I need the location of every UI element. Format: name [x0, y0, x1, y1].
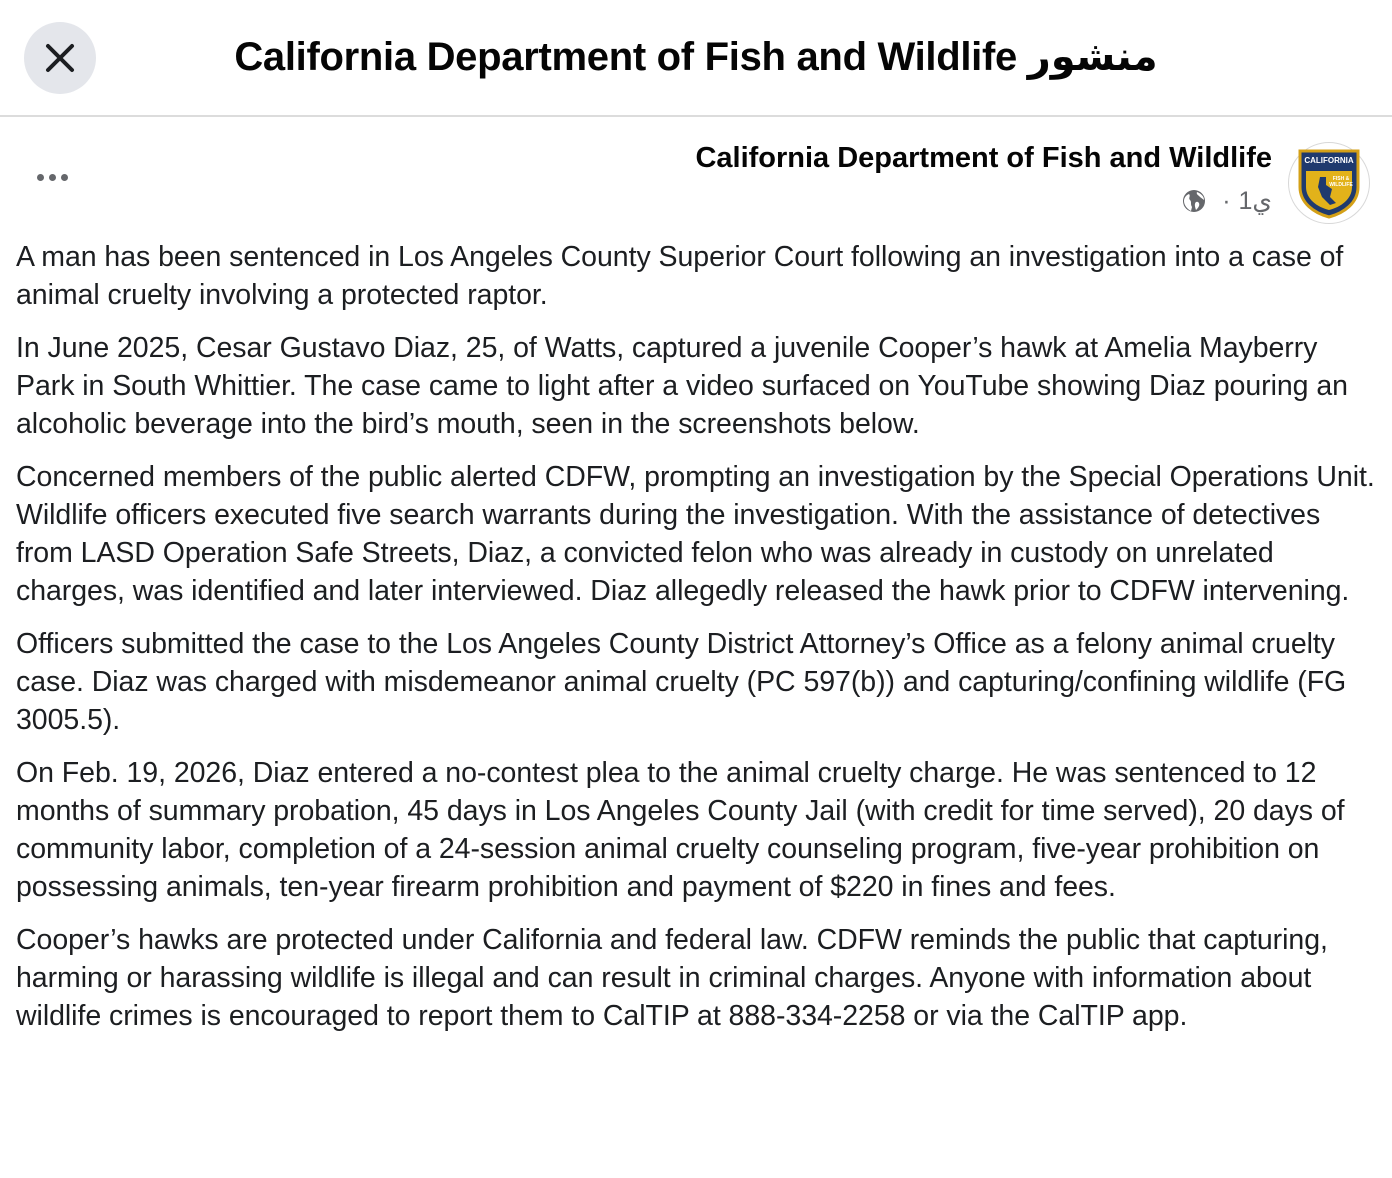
post-meta: [1182, 186, 1272, 216]
avatar[interactable]: [1288, 142, 1370, 224]
post-paragraph: Cooper’s hawks are protected under California and federal law. CDFW reminds the public that capturing, harming or harassing wildlife is illegal and can result in criminal charges. Anyone with information about wildlife crimes is encouraged to report them to CalTIP at 888-334-2258 or via the CalTIP app.: [16, 924, 1328, 1032]
svg-text:FISH &: FISH &: [1332, 176, 1350, 182]
post-header: [0, 118, 1392, 228]
post-paragraph: Concerned members of the public alerted CDFW, prompting an investigation by the Special Operations Unit. Wildlife officers executed five search warrants during the investigation. With the assistance of detectives from LASD Operation Safe Streets, Diaz, a convicted felon who was already in custody on unrelated charges, was identified and later interviewed. Diaz allegedly released the hawk prior to CDFW intervening.: [16, 461, 1375, 607]
page-title: California Department of Fish and Wildlife منشور: [234, 34, 1158, 79]
more-options-button[interactable]: [22, 162, 82, 192]
post-timestamp[interactable]: 1ي: [1238, 187, 1272, 215]
meta-separator: ·: [1222, 186, 1231, 215]
more-options-icon: [37, 174, 44, 181]
top-bar: [0, 0, 1392, 117]
post-author-name[interactable]: California Department of Fish and Wildlife: [695, 142, 1272, 174]
post-paragraph: On Feb. 19, 2026, Diaz entered a no-contest plea to the animal cruelty charge. He was sentenced to 12 months of summary probation, 45 days in Los Angeles County Jail (with credit for time served), 20 days of community labor, completion of a 24-session animal cruelty counseling program, five-year prohibition on possessing animals, ten-year firearm prohibition and payment of $220 in fines and fees.: [16, 757, 1345, 903]
svg-text:CALIFORNIA: CALIFORNIA: [1304, 156, 1354, 165]
post-paragraph: Officers submitted the case to the Los Angeles County District Attorney’s Office as a felony animal cruelty case. Diaz was charged with misdemeanor animal cruelty (PC 597(b)) and capturing/confining wildlife (FG 3005.5).: [16, 628, 1347, 736]
post-paragraph: In June 2025, Cesar Gustavo Diaz, 25, of Watts, captured a juvenile Cooper’s hawk at Amelia Mayberry Park in South Whittier. The case came to light after a video surfaced on YouTube showing Diaz pouring an alcoholic beverage into the bird’s mouth, seen in the screenshots below.: [16, 332, 1348, 440]
svg-text:WILDLIFE: WILDLIFE: [1329, 182, 1353, 188]
more-dot: [61, 174, 68, 181]
more-dot: [49, 174, 56, 181]
post-body: [16, 238, 1381, 1050]
post-paragraph: A man has been sentenced in Los Angeles County Superior Court following an investigation into a case of animal cruelty involving a protected raptor.: [16, 241, 1344, 311]
cdfw-badge-logo: [1296, 147, 1362, 219]
globe-icon: [1182, 189, 1206, 213]
